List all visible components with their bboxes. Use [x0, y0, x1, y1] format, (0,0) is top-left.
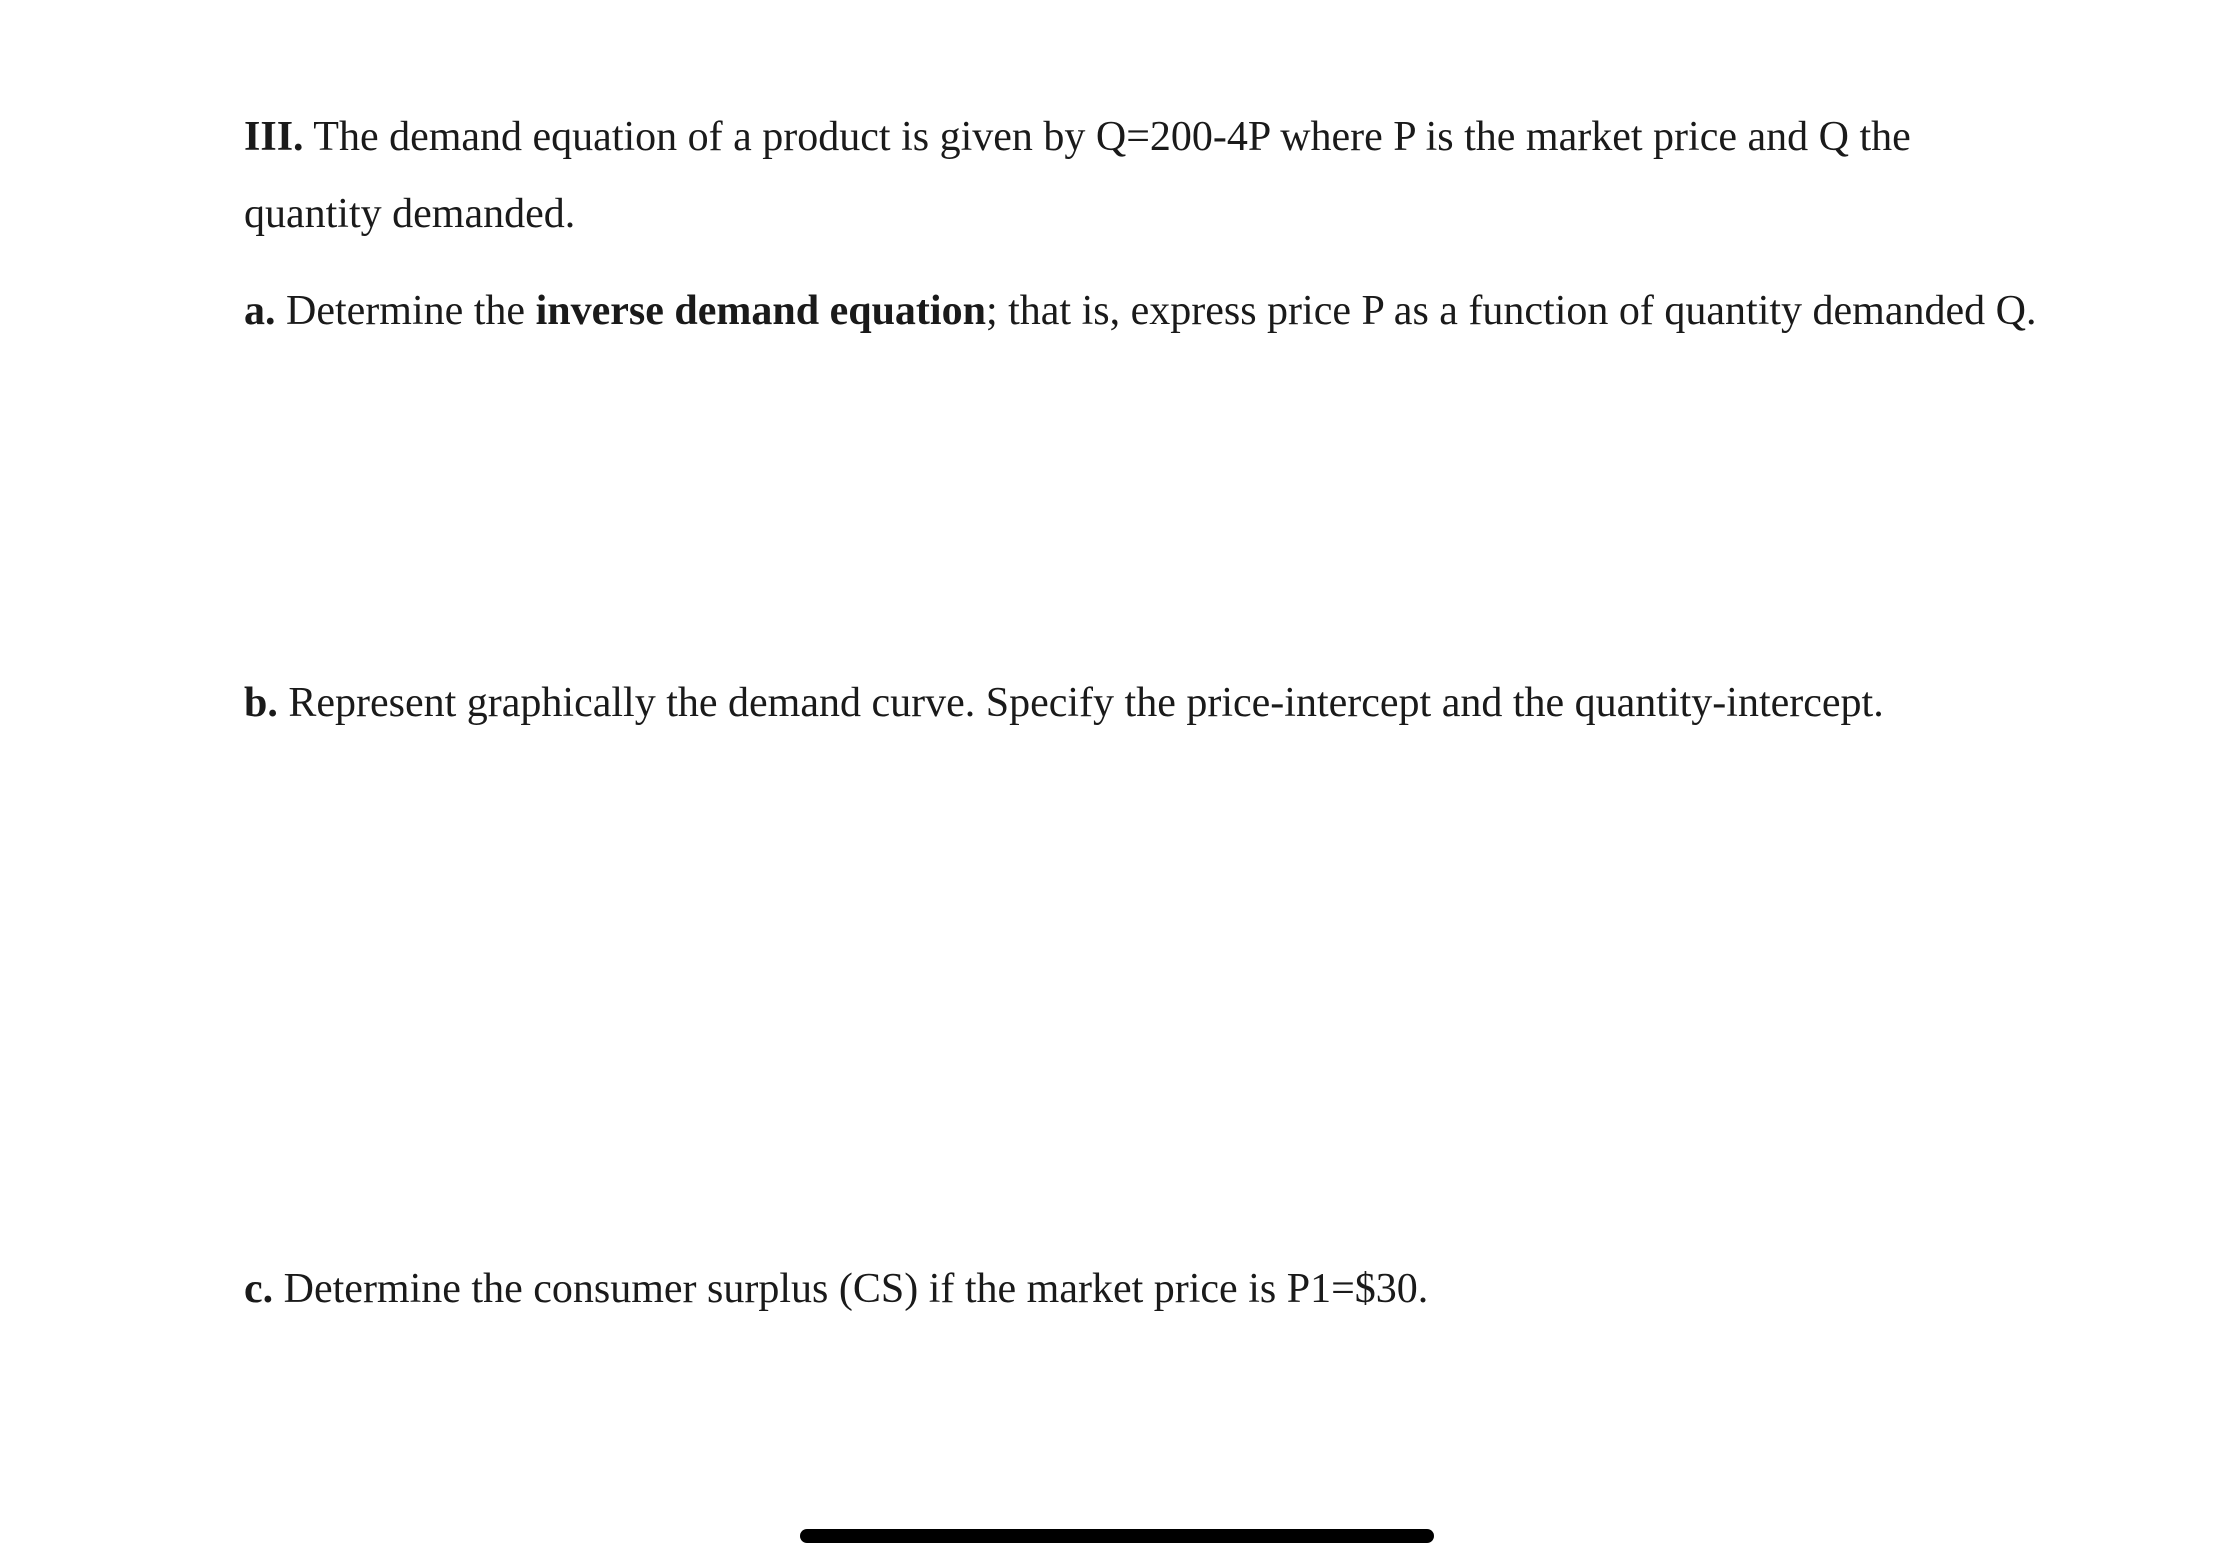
- part-b-text: Represent graphically the demand curve. Specify the price-intercept and the quantity-intercept.: [277, 680, 1884, 726]
- part-a-text-before: Determine the: [275, 288, 536, 334]
- part-b-prompt: [244, 682, 1884, 724]
- part-c-label: c.: [244, 1266, 274, 1312]
- part-b-label: b.: [244, 680, 278, 726]
- part-c-text: Determine the consumer surplus (CS) if the market price is P1=$30.: [273, 1266, 1429, 1312]
- part-a-label: a.: [244, 288, 276, 334]
- question-intro-continuation: quantity demanded.: [244, 191, 576, 237]
- question-intro-line-2: [244, 193, 575, 235]
- question-intro-line-1: [244, 116, 1911, 158]
- part-c-prompt: [244, 1268, 1428, 1310]
- part-a-bold-term: inverse demand equation: [535, 288, 986, 334]
- question-intro-text: The demand equation of a product is given by Q=200-4P where P is the market price and Q the: [303, 114, 1911, 160]
- question-number-label: III.: [244, 114, 304, 160]
- part-a-prompt: [244, 290, 2036, 332]
- part-a-text-after: ; that is, express price P as a function of quantity demanded Q.: [985, 288, 2037, 334]
- home-indicator-bar[interactable]: [800, 1529, 1434, 1543]
